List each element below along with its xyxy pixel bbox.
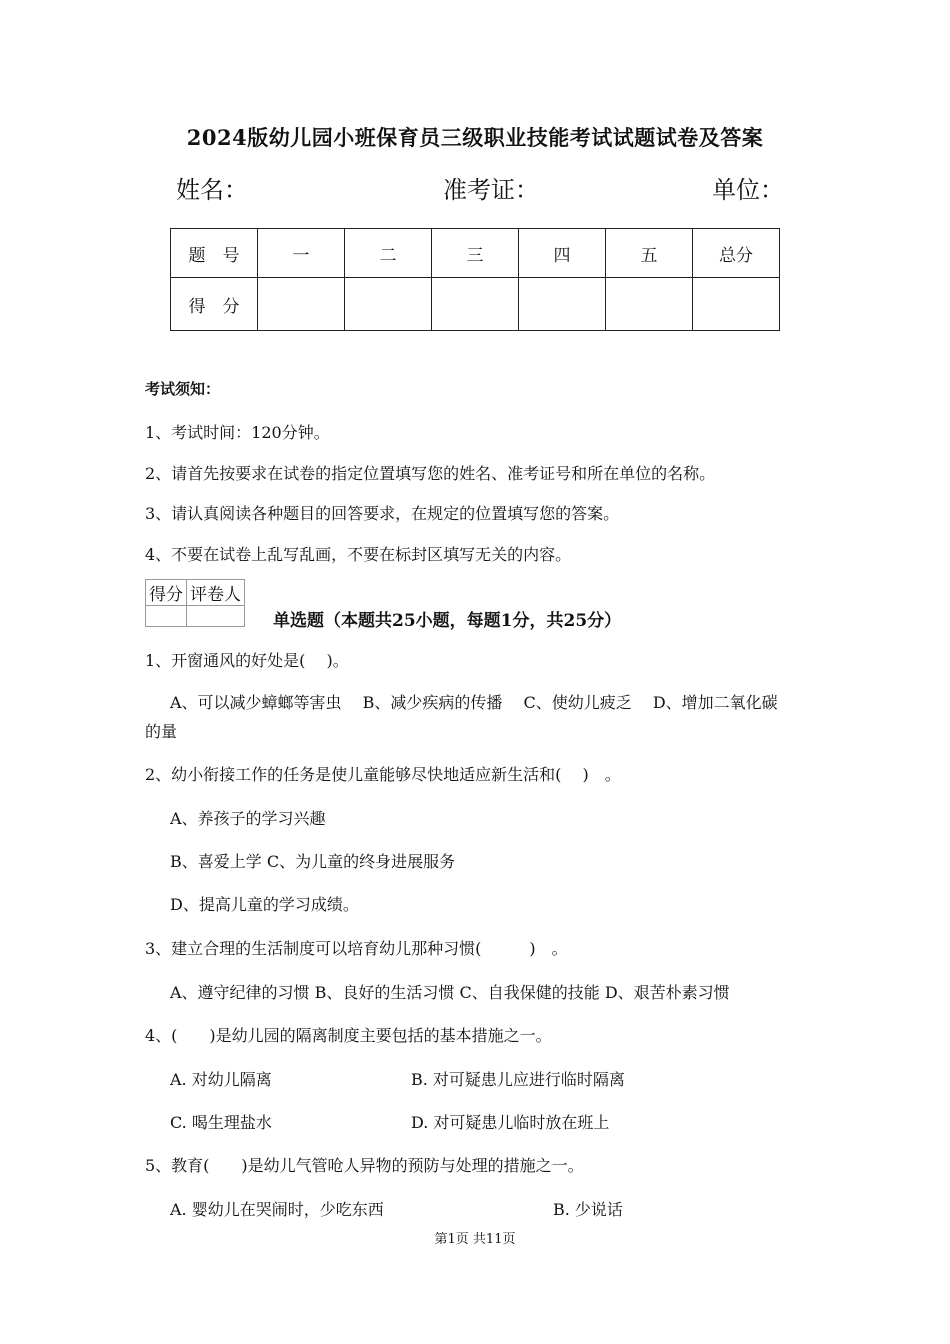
name-field-label: 姓名： xyxy=(176,176,248,204)
question-stem: 1、开窗通风的好处是( )。 xyxy=(145,651,349,670)
score-cell[interactable] xyxy=(432,278,519,331)
question-option: A. 婴幼儿在哭闹时，少吃东西 xyxy=(170,1200,384,1219)
grader-score-cell[interactable] xyxy=(146,606,187,627)
notice-item: 3、请认真阅读各种题目的回答要求，在规定的位置填写您的答案。 xyxy=(145,504,620,523)
question-stem: 5、教育( )是幼儿气管呛人异物的预防与处理的措施之一。 xyxy=(145,1156,584,1175)
score-cell[interactable] xyxy=(606,278,693,331)
score-table-header-cell: 题 号 xyxy=(171,229,258,278)
question-options: A、遵守纪律的习惯 B、良好的生活习惯 C、自我保健的技能 D、艰苦朴素习惯 xyxy=(170,983,730,1002)
score-table-header-cell: 四 xyxy=(519,229,606,278)
score-table-header-cell: 五 xyxy=(606,229,693,278)
exam-id-field-label: 准考证： xyxy=(443,176,539,204)
question-option: D. 对可疑患儿临时放在班上 xyxy=(411,1113,610,1132)
question-option: D、提高儿童的学习成绩。 xyxy=(170,895,359,914)
question-stem: 3、建立合理的生活制度可以培育幼儿那种习惯( ) 。 xyxy=(145,939,568,958)
question-stem: 4、( )是幼儿园的隔离制度主要包括的基本措施之一。 xyxy=(145,1026,552,1045)
score-cell[interactable] xyxy=(693,278,780,331)
question-stem: 2、幼小衔接工作的任务是使儿童能够尽快地适应新生活和( ) 。 xyxy=(145,765,621,784)
unit-field-label: 单位： xyxy=(712,176,784,204)
page-footer: 第1页 共11页 xyxy=(434,1232,516,1247)
question-options-continued: 的量 xyxy=(145,722,178,741)
section-title: 单选题（本题共25小题，每题1分，共25分） xyxy=(273,611,622,631)
question-option: A. 对幼儿隔离 xyxy=(170,1070,272,1089)
document-title: 2024版幼儿园小班保育员三级职业技能考试试题试卷及答案 xyxy=(186,125,764,150)
score-cell[interactable] xyxy=(345,278,432,331)
grader-name-cell[interactable] xyxy=(187,606,245,627)
grader-score-label: 得分 xyxy=(146,580,187,606)
score-cell[interactable] xyxy=(258,278,345,331)
question-option: B. 对可疑患儿应进行临时隔离 xyxy=(411,1070,625,1089)
grader-box xyxy=(145,579,245,627)
score-table-header-cell: 二 xyxy=(345,229,432,278)
score-table xyxy=(170,228,780,331)
notice-item: 1、考试时间：120分钟。 xyxy=(145,423,330,442)
notice-item: 2、请首先按要求在试卷的指定位置填写您的姓名、准考证号和所在单位的名称。 xyxy=(145,464,716,483)
score-cell[interactable] xyxy=(519,278,606,331)
question-option: B、喜爱上学 C、为儿童的终身进展服务 xyxy=(170,852,456,871)
score-table-header-cell: 总分 xyxy=(693,229,780,278)
score-table-score-row xyxy=(171,278,780,331)
question-option: A、养孩子的学习兴趣 xyxy=(170,809,326,828)
question-options: A、可以减少蟑螂等害虫 B、减少疾病的传播 C、使幼儿疲乏 D、增加二氧化碳 xyxy=(170,693,778,712)
score-table-header-cell: 一 xyxy=(258,229,345,278)
question-option: C. 喝生理盐水 xyxy=(170,1113,272,1132)
score-table-header-row xyxy=(171,229,780,278)
notice-heading: 考试须知： xyxy=(145,380,221,398)
question-option: B. 少说话 xyxy=(553,1200,623,1219)
notice-item: 4、不要在试卷上乱写乱画，不要在标封区填写无关的内容。 xyxy=(145,545,572,564)
score-table-header-cell: 三 xyxy=(432,229,519,278)
grader-name-label: 评卷人 xyxy=(187,580,245,606)
score-row-label: 得 分 xyxy=(171,278,258,331)
